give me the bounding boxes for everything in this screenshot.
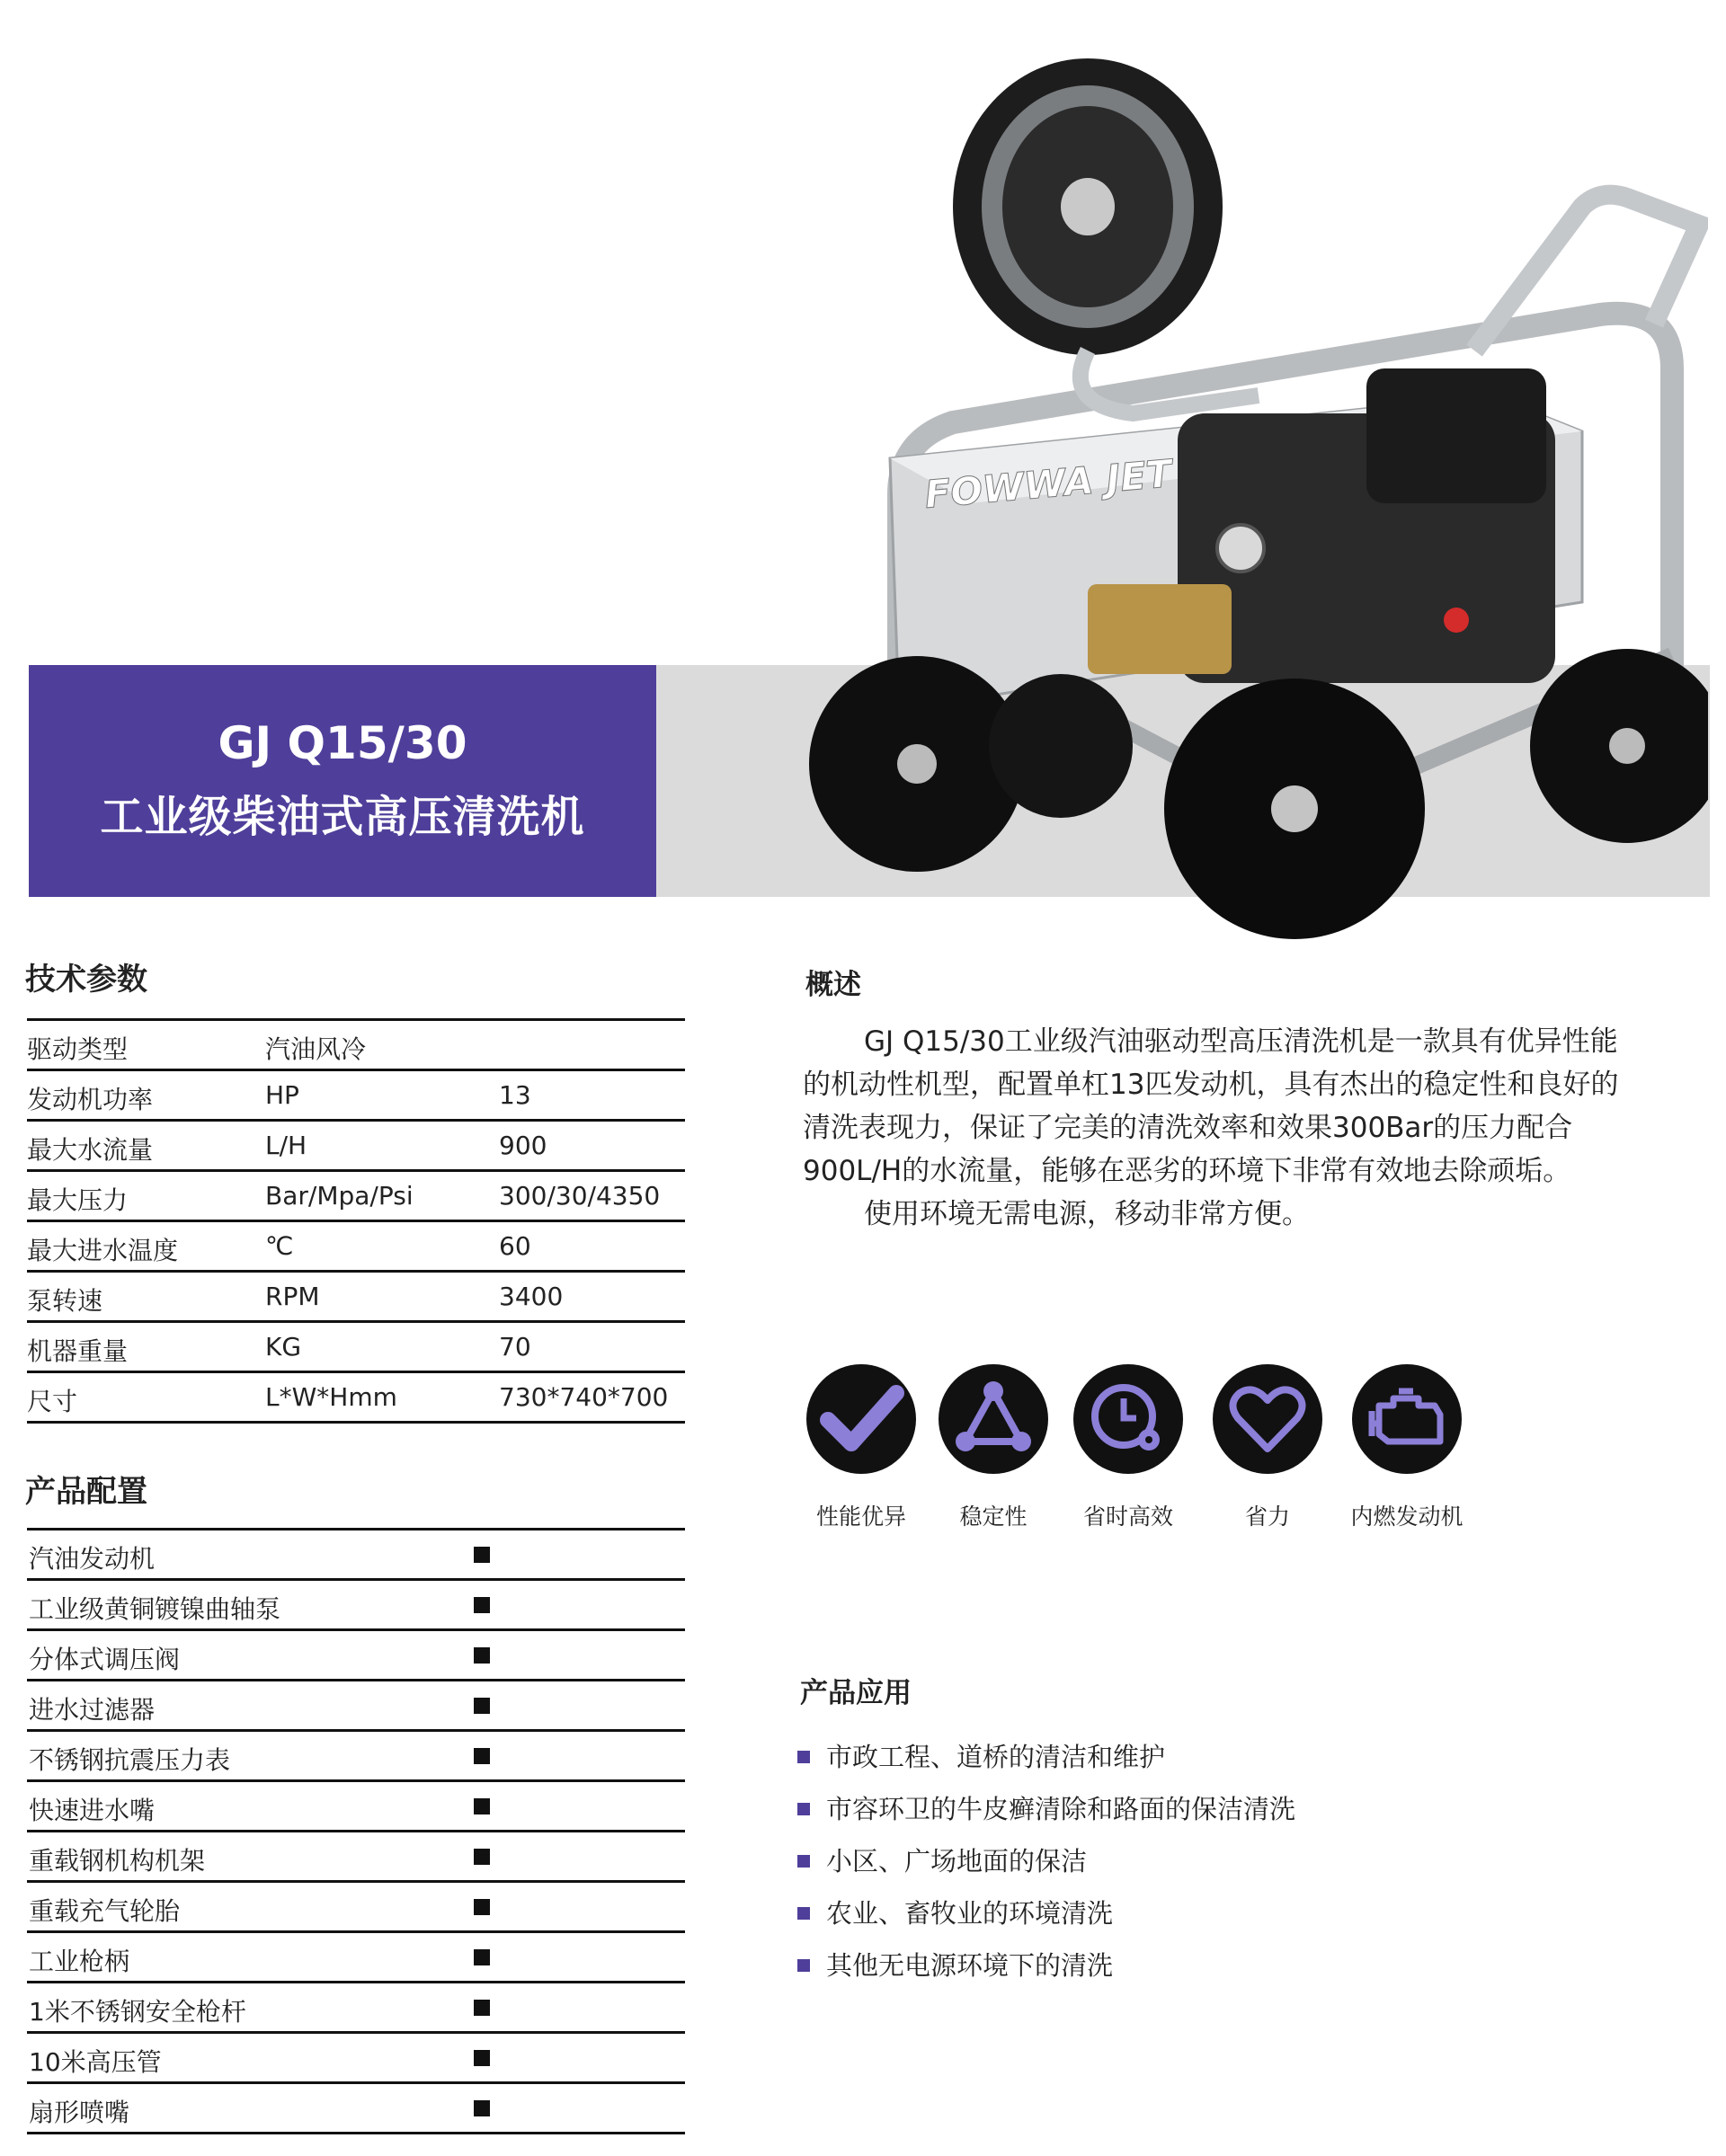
spec-unit: RPM bbox=[265, 1282, 320, 1311]
overview-text bbox=[803, 1020, 1630, 1236]
spec-unit: L/H bbox=[265, 1131, 307, 1160]
config-row bbox=[27, 1782, 685, 1832]
config-item: 重载充气轮胎 bbox=[29, 1896, 181, 1926]
overview-paragraph: GJ Q15/30工业级汽油驱动型高压清洗机是一款具有优异性能的机动性机型，配置单杠13匹发动机，具有杰出的稳定性和良好的清洗表现力，保证了完美的清洗效率和效果300Bar的压力配合900L/H的水流量，能够在恶劣的环境下非常有效地去除顽垢。 bbox=[803, 1025, 1619, 1187]
application-text: 市容环卫的牛皮癣清除和路面的保洁清洗 bbox=[826, 1794, 1296, 1824]
heart-icon bbox=[1213, 1364, 1322, 1474]
config-item: 快速进水嘴 bbox=[29, 1796, 156, 1825]
config-row bbox=[27, 1631, 685, 1681]
spec-row bbox=[27, 1323, 685, 1373]
product-name: 工业级柴油式高压清洗机 bbox=[100, 792, 585, 842]
config-item: 不锈钢抗震压力表 bbox=[29, 1745, 231, 1775]
spec-name: 发动机功率 bbox=[27, 1085, 154, 1114]
bullet-icon bbox=[797, 1803, 810, 1815]
spec-value: 730*740*700 bbox=[499, 1382, 669, 1412]
spec-row bbox=[27, 1021, 685, 1071]
included-mark bbox=[474, 1547, 490, 1563]
brand-logo: FOWWA JET bbox=[922, 451, 1174, 517]
spec-name: 最大水流量 bbox=[27, 1135, 154, 1165]
config-row bbox=[27, 1530, 685, 1581]
included-mark bbox=[474, 1748, 490, 1764]
application-text: 市政工程、道桥的清洁和维护 bbox=[826, 1742, 1166, 1772]
overview-heading: 概述 bbox=[805, 969, 861, 1001]
bullet-icon bbox=[797, 1959, 810, 1972]
config-item: 工业枪柄 bbox=[29, 1947, 130, 1976]
included-mark bbox=[474, 1647, 490, 1664]
application-text: 农业、畜牧业的环境清洗 bbox=[826, 1898, 1114, 1929]
included-mark bbox=[474, 1849, 490, 1865]
spec-unit: ℃ bbox=[265, 1231, 294, 1261]
config-row bbox=[27, 2034, 685, 2084]
product-model: GJ Q15/30 bbox=[218, 717, 467, 769]
product-image bbox=[791, 27, 1708, 962]
feature-effort bbox=[1191, 1364, 1344, 1531]
included-mark bbox=[474, 2000, 490, 2016]
feature-label: 省力 bbox=[1244, 1504, 1290, 1530]
application-text: 小区、广场地面的保洁 bbox=[826, 1846, 1088, 1877]
triangle-nodes-icon bbox=[939, 1364, 1048, 1474]
spec-unit: Bar/Mpa/Psi bbox=[265, 1181, 414, 1211]
spec-value: 300/30/4350 bbox=[499, 1181, 661, 1211]
feature-performance bbox=[785, 1364, 938, 1531]
spec-row bbox=[27, 1273, 685, 1323]
config-row bbox=[27, 1883, 685, 1933]
config-item: 扇形喷嘴 bbox=[29, 2098, 130, 2127]
feature-stability bbox=[917, 1364, 1070, 1531]
included-mark bbox=[474, 1798, 490, 1814]
title-box bbox=[29, 665, 656, 897]
included-mark bbox=[474, 1899, 490, 1915]
spec-unit: KG bbox=[265, 1332, 302, 1362]
config-item: 进水过滤器 bbox=[29, 1695, 156, 1725]
spec-name: 泵转速 bbox=[27, 1286, 103, 1316]
clock-gear-icon bbox=[1073, 1364, 1183, 1474]
bullet-icon bbox=[797, 1907, 810, 1920]
spec-value: 3400 bbox=[499, 1282, 564, 1311]
feature-label: 省时高效 bbox=[1082, 1504, 1173, 1530]
spec-name: 最大压力 bbox=[27, 1185, 129, 1215]
spec-table bbox=[27, 1018, 685, 1424]
feature-efficiency bbox=[1052, 1364, 1205, 1531]
bullet-icon bbox=[797, 1751, 810, 1763]
specs-heading: 技术参数 bbox=[25, 962, 147, 998]
included-mark bbox=[474, 2050, 490, 2066]
spec-value: 13 bbox=[499, 1080, 531, 1110]
included-mark bbox=[474, 2100, 490, 2116]
engine-icon bbox=[1352, 1364, 1462, 1474]
feature-engine bbox=[1330, 1364, 1483, 1531]
config-item: 10米高压管 bbox=[29, 2047, 162, 2077]
config-item: 分体式调压阀 bbox=[29, 1645, 181, 1674]
config-item: 重载钢机构机架 bbox=[29, 1846, 206, 1876]
feature-label: 内燃发动机 bbox=[1350, 1504, 1464, 1530]
config-item: 1米不锈钢安全枪杆 bbox=[29, 1997, 246, 2027]
feature-label: 性能优异 bbox=[815, 1504, 906, 1530]
spec-row bbox=[27, 1071, 685, 1122]
spec-row bbox=[27, 1222, 685, 1273]
bullet-icon bbox=[797, 1855, 810, 1868]
spec-unit: L*W*Hmm bbox=[265, 1382, 397, 1412]
config-item: 工业级黄铜镀镍曲轴泵 bbox=[29, 1594, 281, 1624]
spec-row bbox=[27, 1373, 685, 1424]
config-row bbox=[27, 1732, 685, 1782]
config-row bbox=[27, 2084, 685, 2134]
feature-label: 稳定性 bbox=[959, 1504, 1028, 1530]
spec-unit: 汽油风冷 bbox=[265, 1034, 367, 1064]
config-item: 汽油发动机 bbox=[29, 1544, 156, 1574]
included-mark bbox=[474, 1698, 490, 1714]
application-text: 其他无电源环境下的清洗 bbox=[826, 1950, 1114, 1981]
spec-row bbox=[27, 1172, 685, 1222]
spec-name: 最大进水温度 bbox=[27, 1236, 179, 1265]
config-row bbox=[27, 1832, 685, 1883]
overview-paragraph: 使用环境无需电源，移动非常方便。 bbox=[864, 1198, 1310, 1230]
spec-name: 驱动类型 bbox=[27, 1034, 129, 1064]
spec-name: 机器重量 bbox=[27, 1336, 129, 1366]
included-mark bbox=[474, 1597, 490, 1613]
applications-heading: 产品应用 bbox=[800, 1677, 912, 1709]
included-mark bbox=[474, 1949, 490, 1965]
spec-value: 70 bbox=[499, 1332, 531, 1362]
config-row bbox=[27, 1681, 685, 1732]
spec-row bbox=[27, 1122, 685, 1172]
checkmark-icon bbox=[806, 1364, 916, 1474]
config-heading: 产品配置 bbox=[25, 1474, 147, 1510]
spec-value: 900 bbox=[499, 1131, 547, 1160]
spec-value: 60 bbox=[499, 1231, 531, 1261]
config-row bbox=[27, 1933, 685, 1983]
config-row bbox=[27, 1581, 685, 1631]
spec-unit: HP bbox=[265, 1080, 299, 1110]
spec-name: 尺寸 bbox=[27, 1387, 78, 1416]
config-table bbox=[27, 1528, 685, 2134]
config-row bbox=[27, 1983, 685, 2034]
